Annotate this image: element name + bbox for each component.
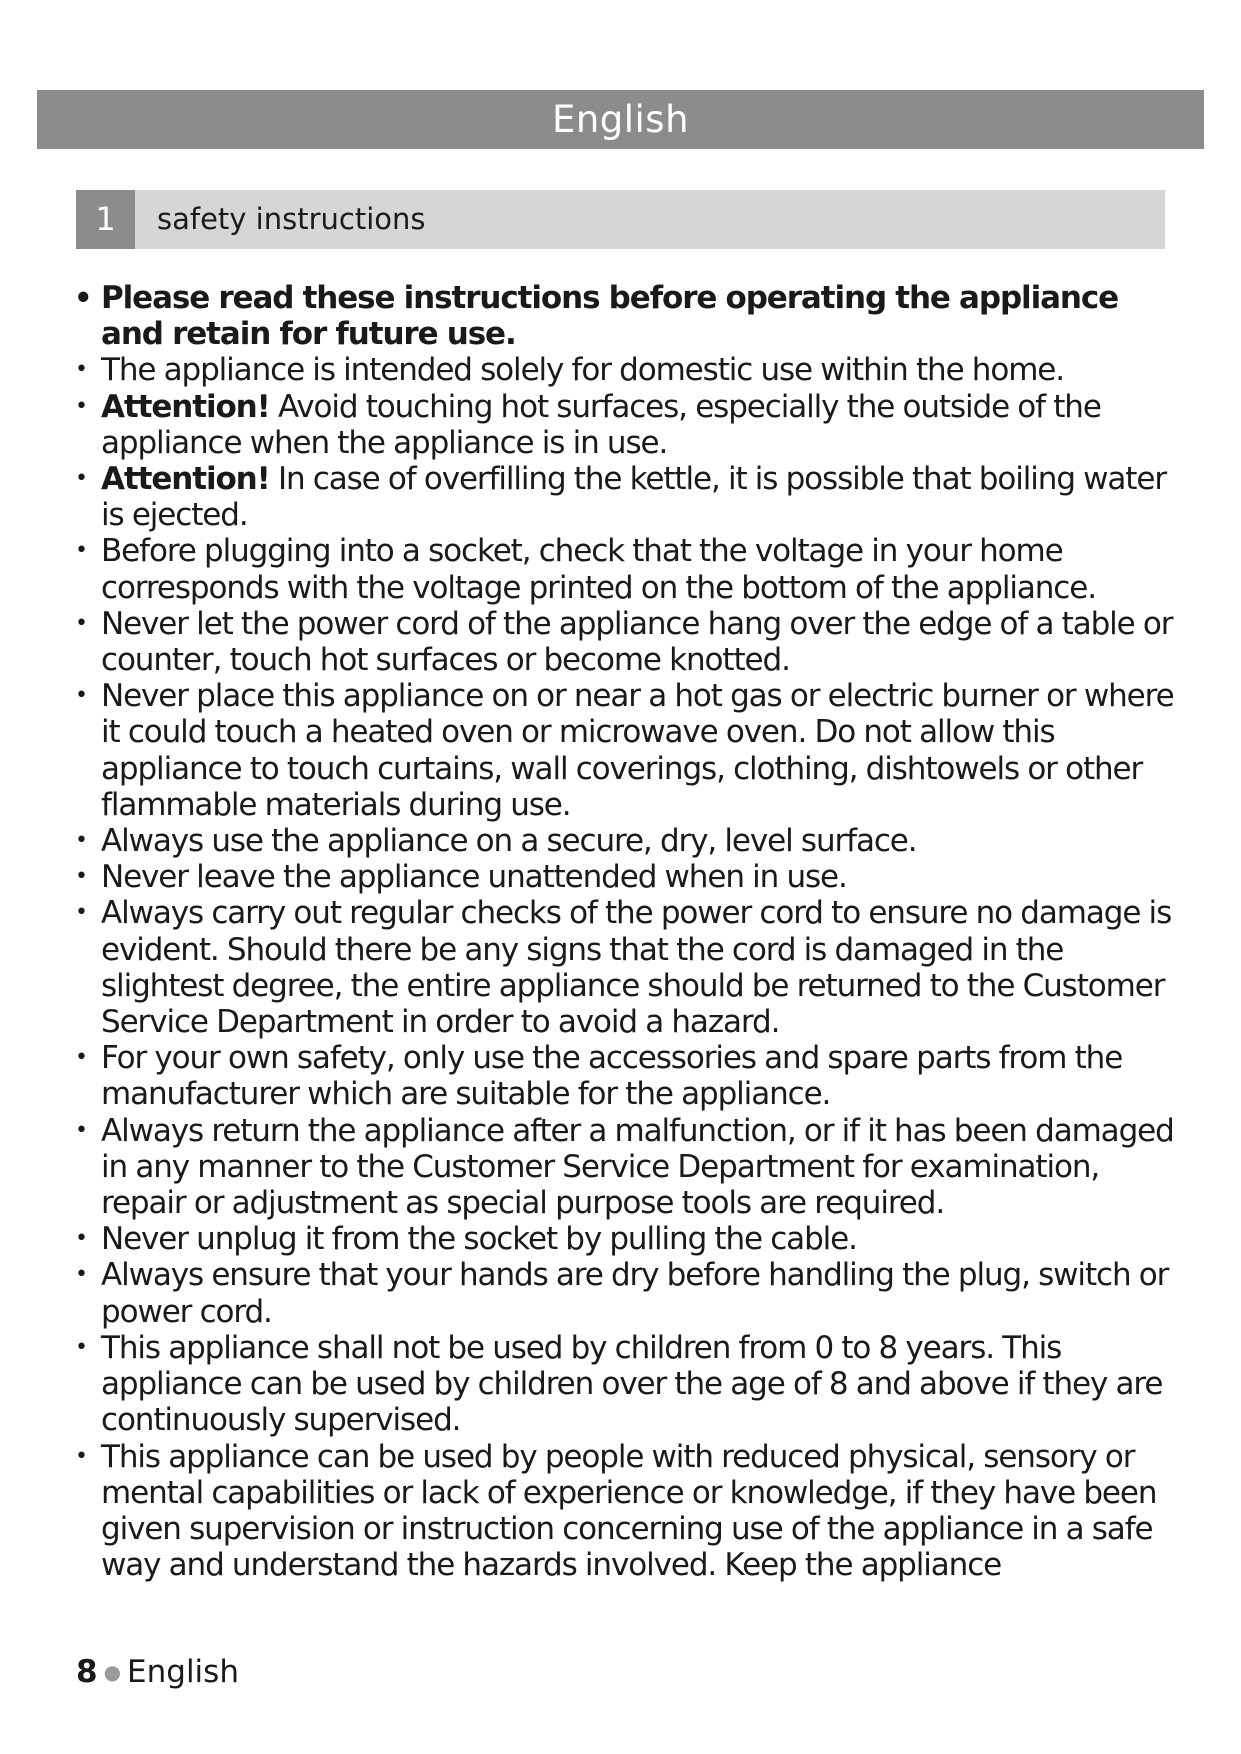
section-number: 1 [76, 190, 135, 249]
list-item-emphasis: Attention! [101, 461, 270, 498]
list-item-text: Never leave the appliance unattended when in use. [101, 859, 847, 896]
list-item-text: This appliance can be used by people with reduced physical, sensory or mental capabilities or lack of experience or knowledge, if they have been given supervision or instruction concerning use of the appliance in a safe way and understand the hazards involved. Keep the appliance [101, 1438, 1157, 1584]
list-item-text: Never let the power cord of the appliance hang over the edge of a table or counter, touch hot surfaces or become knotted. [101, 605, 1173, 679]
list-item [72, 1113, 1182, 1222]
list-item [72, 823, 1182, 859]
safety-instructions-list [72, 280, 1182, 1583]
list-item-text: Never unplug it from the socket by pulling the cable. [101, 1221, 857, 1258]
list-item-text: The appliance is intended solely for domestic use within the home. [101, 352, 1065, 389]
section-title: safety instructions [157, 202, 426, 236]
list-item-text: This appliance shall not be used by children from 0 to 8 years. This appliance can be used by children over the age of 8 and above if they are continuously supervised. [101, 1329, 1163, 1439]
language-banner-text: English [551, 98, 690, 141]
list-item-text: In case of overfilling the kettle, it is possible that boiling water is ejected. [101, 461, 1166, 534]
list-item [72, 1040, 1182, 1112]
language-banner [37, 90, 1204, 149]
list-item [72, 895, 1182, 1040]
footer-separator-icon: ● [103, 1660, 122, 1684]
list-item [72, 533, 1182, 605]
list-item-text: For your own safety, only use the accessories and spare parts from the manufacturer which are suitable for the appliance. [101, 1040, 1123, 1113]
list-item-emphasis: Attention! [101, 388, 270, 425]
page-number: 8 [76, 1654, 98, 1690]
list-item-text: Always return the appliance after a malfunction, or if it has been damaged in any manner to the Customer Service Department for examination, repair or adjustment as special purpose tools are required. [101, 1112, 1174, 1222]
list-item [72, 1439, 1182, 1584]
list-item [72, 1257, 1182, 1329]
list-item [72, 1221, 1182, 1257]
list-item [72, 678, 1182, 823]
list-item-text: Never place this appliance on or near a hot gas or electric burner or where it could touch a heated oven or microwave oven. Do not allow this appliance to touch curtains, wall coverings, clothing, dishtowels or other flammable materials during use. [101, 678, 1174, 823]
list-item [72, 352, 1182, 388]
list-item [72, 859, 1182, 895]
list-item-emphasis: Please read these instructions before operating the appliance and retain for future use. [101, 280, 1119, 353]
page-footer [76, 1652, 239, 1692]
footer-language: English [127, 1654, 239, 1690]
list-item [72, 606, 1182, 678]
section-header [76, 190, 1165, 249]
list-item-text: Always carry out regular checks of the power cord to ensure no damage is evident. Should there be any signs that the cord is damaged in the slightest degree, the entire appliance should be returned to the Customer Service Department in order to avoid a hazard. [101, 895, 1172, 1041]
list-item [72, 461, 1182, 533]
list-item-text: Always use the appliance on a secure, dry, level surface. [101, 823, 917, 860]
list-item [72, 389, 1182, 461]
list-item-text: Avoid touching hot surfaces, especially the outside of the appliance when the appliance is in use. [101, 388, 1101, 461]
list-item-text: Before plugging into a socket, check that the voltage in your home corresponds with the voltage printed on the bottom of the appliance. [101, 533, 1096, 606]
list-item [72, 280, 1182, 352]
list-item [72, 1330, 1182, 1439]
list-item-text: Always ensure that your hands are dry before handling the plug, switch or power cord. [101, 1257, 1169, 1330]
